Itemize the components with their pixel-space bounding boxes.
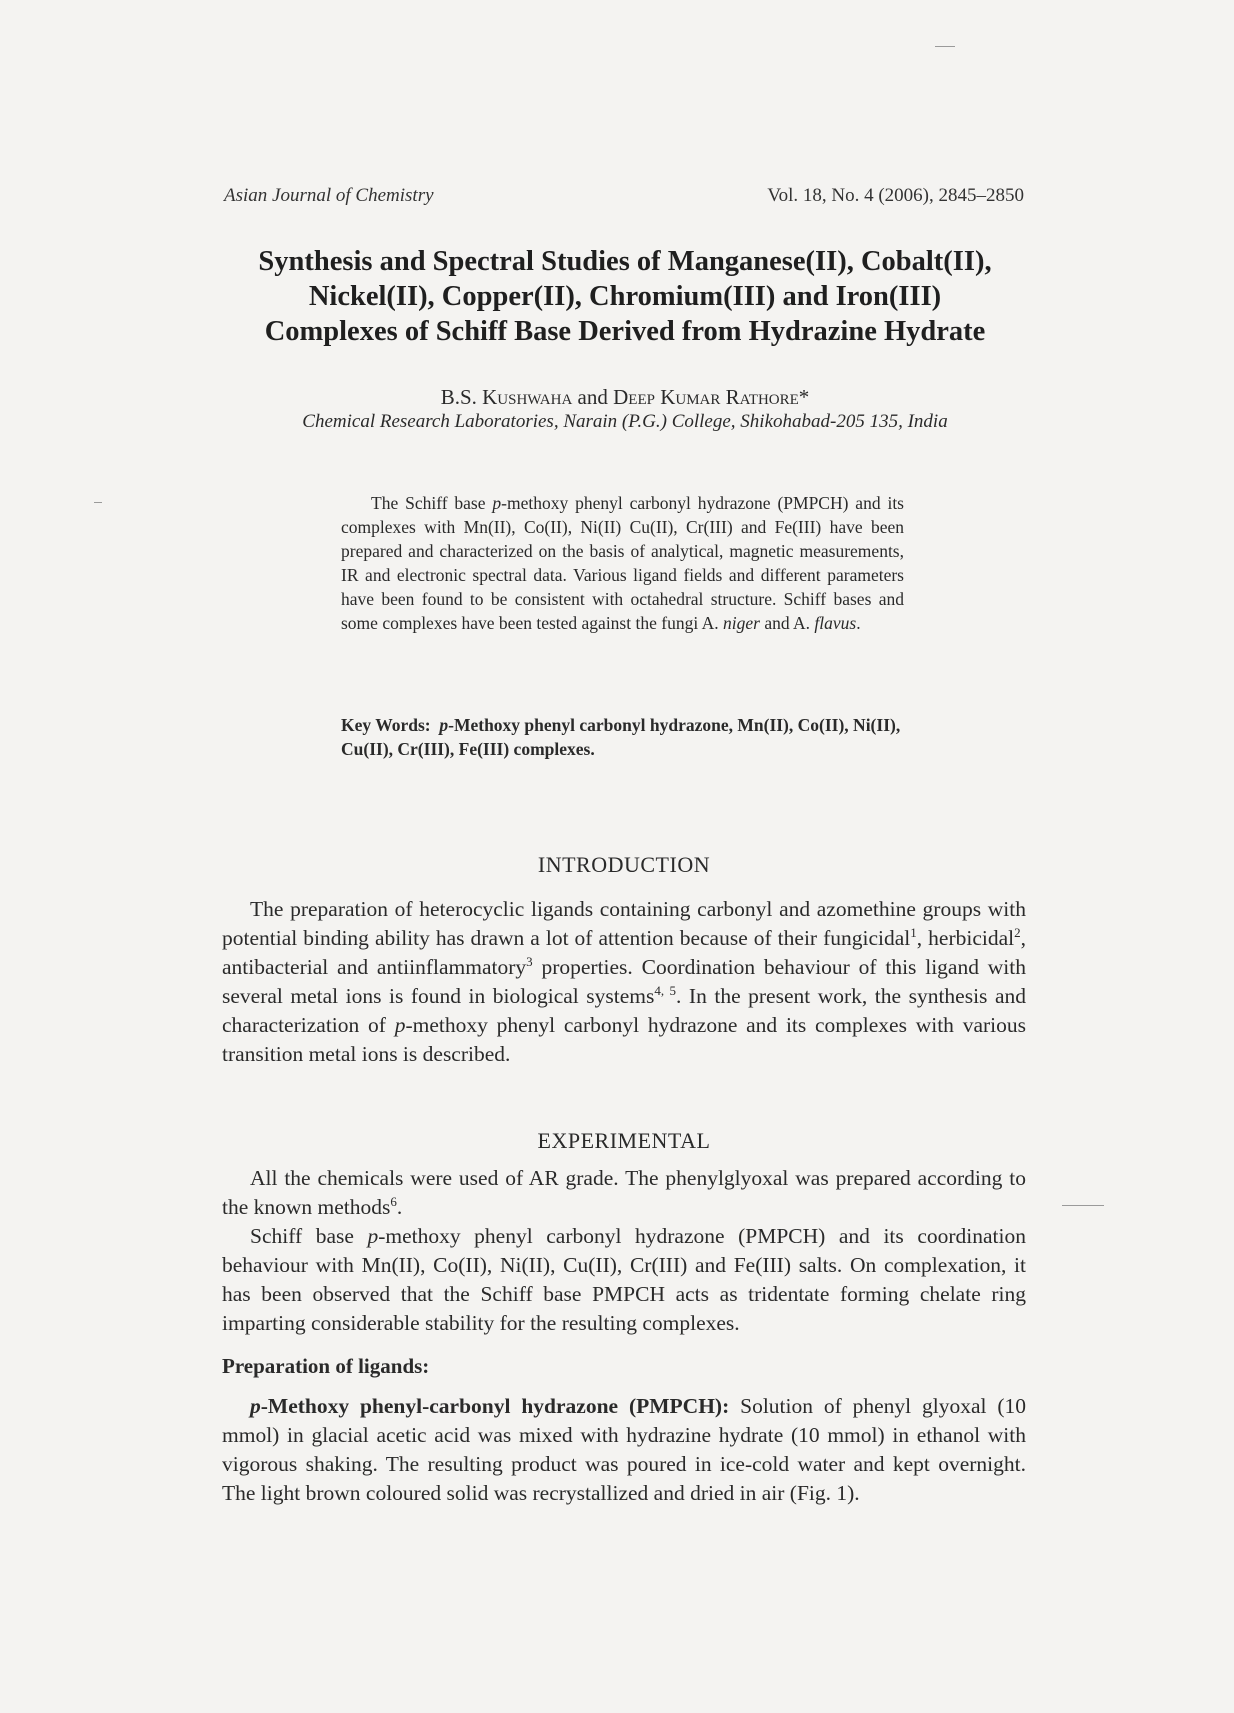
author-2: Deep Kumar Rathore* <box>613 385 810 409</box>
section-heading-introduction: INTRODUCTION <box>537 852 711 877</box>
citation-ref: 6 <box>390 1193 397 1209</box>
abstract-italic: flavus <box>814 613 857 633</box>
introduction-paragraph <box>222 895 1026 1069</box>
subsection-heading-preparation: Preparation of ligands: <box>222 1354 430 1378</box>
citation-ref: 2 <box>1014 924 1021 940</box>
keywords-label: Key Words: <box>341 715 431 735</box>
title-line-2: Nickel(II), Copper(II), Chromium(III) and Iron(III) <box>308 281 942 312</box>
abstract-seg: -methoxy phenyl carbonyl hydrazone (PMPCH) and its complexes with Mn(II), Co(II), Ni(II) Cu(II), Cr(III) and Fe(III) have been prepared and characterized on the basis of analytical, magnetic measurements, IR and electronic spectral data. Various ligand fields and different parameters have been found to be consistent with octahedral structure. Schiff bases and some complexes have been tested against the fungi A. <box>341 493 904 633</box>
journal-name: Asian Journal of Chemistry <box>224 185 434 206</box>
experimental-paragraph-2 <box>222 1222 1026 1338</box>
text-seg: . In the present work, the synthesis and characterization of <box>222 984 1026 1037</box>
text-seg: , antibacterial and antiinflammatory <box>222 926 1026 979</box>
author-list <box>200 385 1050 410</box>
text-seg: The preparation of heterocyclic ligands containing carbonyl and azomethine groups with potential binding ability has drawn a lot of attention because of their fungicidal <box>222 897 1026 950</box>
abstract-seg: and A. <box>759 613 815 633</box>
text-italic: p <box>250 1394 261 1418</box>
citation-ref: 1 <box>910 924 917 940</box>
scan-mark <box>935 46 955 47</box>
citation-ref: 4, 5 <box>654 982 677 998</box>
paper-title <box>200 244 1050 349</box>
abstract-seg: The Schiff base <box>371 493 493 513</box>
text-seg: properties. Coordination behaviour of this ligand with several metal ions is found in biological systems <box>222 955 1026 1008</box>
keywords <box>341 713 904 761</box>
text-seg: -methoxy phenyl carbonyl hydrazone (PMPCH) and its coordination behaviour with Mn(II), Co(II), Ni(II), Cu(II), Cr(III) and Fe(III) salts. On complexation, it has been observed that the Schiff base PMPCH acts as tridentate forming chelate ring imparting considerable stability for the resulting complexes. <box>222 1224 1026 1335</box>
experimental-body <box>222 1164 1026 1338</box>
text-italic: p <box>394 1013 406 1037</box>
author-1: B.S. Kushwaha <box>440 385 573 409</box>
volume-info: Vol. 18, No. 4 (2006), 2845–2850 <box>767 185 1024 206</box>
text-seg: Schiff base <box>250 1224 368 1248</box>
abstract-italic: p <box>492 493 502 513</box>
text-seg: All the chemicals were used of AR grade. The phenylglyoxal was prepared according to the known methods <box>222 1166 1026 1219</box>
text-seg: Solution of phenyl glyoxal (10 mmol) in glacial acetic acid was mixed with hydrazine hydrate (10 mmol) in ethanol with vigorous shaking. The resulting product was poured in ice-cold water and kept overnight. The light brown coloured solid was recrystallized and dried in air (Fig. 1). <box>222 1394 1026 1505</box>
preparation-lead <box>250 1394 729 1418</box>
author-conjunction: and <box>577 385 608 409</box>
text-seg: , herbicidal <box>916 926 1015 950</box>
abstract-text <box>341 491 904 635</box>
experimental-paragraph-1 <box>222 1164 1026 1222</box>
preparation-body <box>222 1392 1026 1508</box>
abstract-seg: . <box>856 613 861 633</box>
preparation-paragraph <box>222 1392 1026 1508</box>
citation-ref: 3 <box>526 953 533 969</box>
text-seg: -Methoxy phenyl-carbonyl hydrazone (PMPCH): <box>260 1394 730 1418</box>
text-italic: p <box>367 1224 379 1248</box>
scan-mark <box>94 502 102 503</box>
title-line-1: Synthesis and Spectral Studies of Manganese(II), Cobalt(II), <box>258 246 992 277</box>
text-seg: -methoxy phenyl carbonyl hydrazone and its complexes with various transition metal ions is described. <box>222 1013 1026 1066</box>
scan-mark <box>1062 1205 1104 1206</box>
abstract-italic: niger <box>722 613 760 633</box>
abstract <box>341 491 904 635</box>
title-line-3: Complexes of Schiff Base Derived from Hydrazine Hydrate <box>264 316 986 347</box>
affiliation: Chemical Research Laboratories, Narain (P.G.) College, Shikohabad-205 135, India <box>302 411 948 432</box>
text-seg: . <box>396 1195 403 1219</box>
keywords-italic: p <box>439 715 449 735</box>
keywords-text: -Methoxy phenyl carbonyl hydrazone, Mn(II), Co(II), Ni(II), Cu(II), Cr(III), Fe(III) complexes. <box>341 715 901 759</box>
section-heading-experimental: EXPERIMENTAL <box>537 1128 711 1153</box>
introduction-body <box>222 895 1026 1069</box>
